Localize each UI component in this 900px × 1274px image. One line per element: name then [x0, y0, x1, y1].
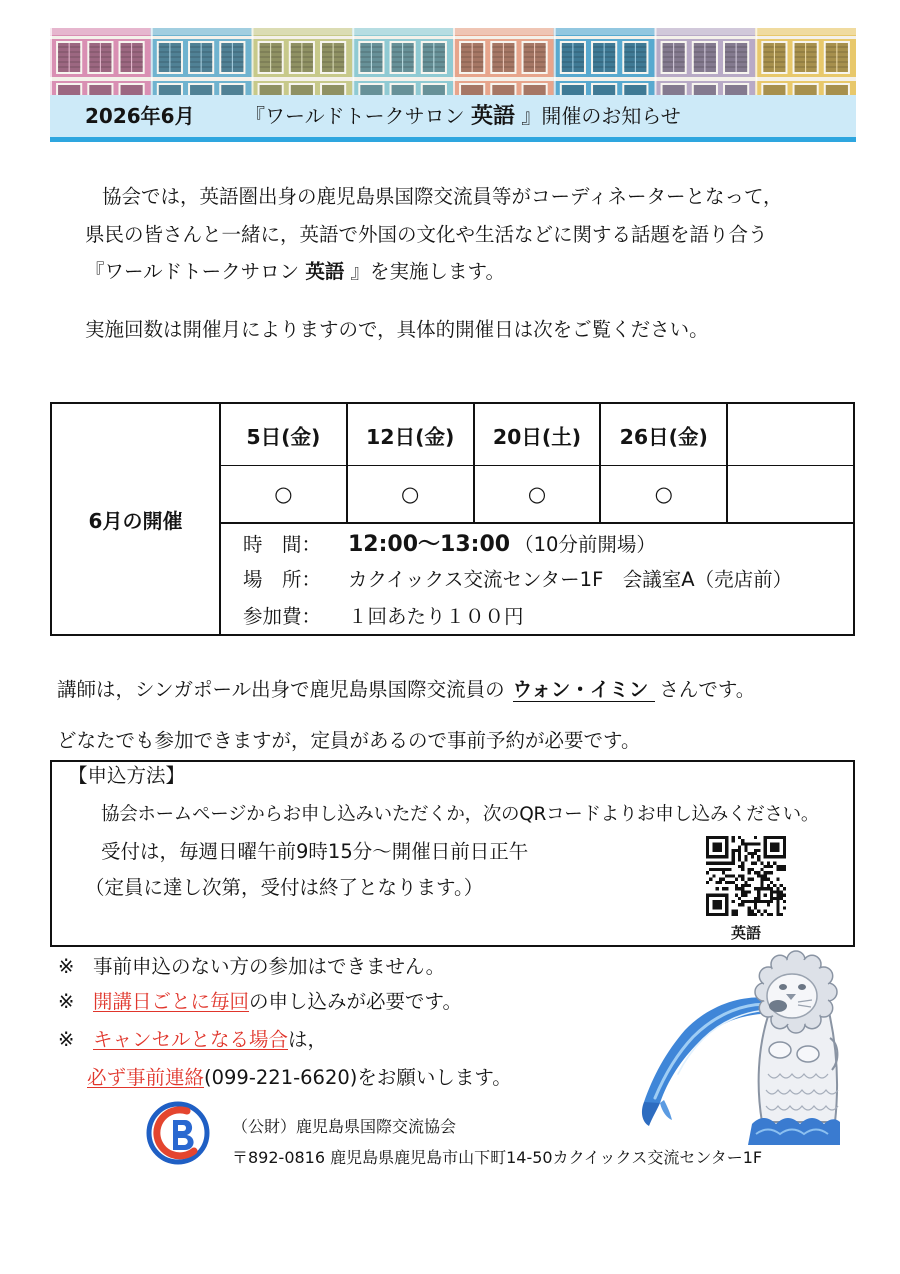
banner-facade [352, 28, 453, 95]
banner-facade [151, 28, 252, 95]
intro-line-3-prefix: 『ワールドトークサロン [85, 260, 306, 283]
window-shutter [322, 85, 344, 95]
window-shutter [58, 85, 80, 95]
date-row [221, 404, 853, 466]
facade-cornice [352, 28, 453, 35]
banner-facade [655, 28, 756, 95]
schedule-table [50, 402, 855, 636]
facade-ledge [655, 77, 756, 81]
banner-facade [554, 28, 655, 95]
banner-facade [755, 28, 856, 95]
facade-pilaster [755, 28, 757, 95]
note-mark: ※ [58, 1028, 75, 1051]
mark-cell [475, 466, 602, 522]
time-label: 時 間： [243, 533, 322, 556]
note-2-emphasis: 開講日ごとに毎回 [93, 990, 250, 1013]
facade-ledge [151, 36, 252, 39]
fee-value: １回あたり１００円 [348, 605, 524, 628]
facade-ledge [50, 77, 151, 81]
header-date: 2026年6月 [85, 104, 195, 128]
window-shutter [593, 85, 615, 95]
window-shutter [795, 85, 817, 95]
date-cell [475, 404, 602, 465]
time-note: （10分前開場） [514, 533, 656, 556]
intro-line-3-language: 英語 [305, 260, 345, 283]
facade-ledge [50, 36, 151, 39]
window-shutter [121, 85, 143, 95]
window-shutter [260, 85, 282, 95]
date-label: 12日(金) [366, 424, 455, 449]
application-line-1: 協会ホームページからお申し込みいただくか，次のQRコードよりお申し込みください。 [101, 804, 820, 825]
window-shutter [221, 85, 243, 95]
month-label: 6月の開催 [88, 508, 183, 533]
note-mark: ※ [58, 990, 75, 1013]
facade-cornice [252, 28, 353, 35]
facade-cornice [554, 28, 655, 35]
window-shutter [562, 85, 584, 95]
mark-cell [221, 466, 348, 522]
facade-pilaster [151, 28, 153, 95]
held-mark: ○ [401, 482, 420, 506]
window-shutter [461, 85, 483, 95]
left-eye [779, 984, 787, 990]
window-shutter [190, 85, 212, 95]
event-info [221, 524, 853, 634]
facade-ledge [554, 77, 655, 81]
schedule-note: 実施回数は開催月によりますので，具体的開催日は次をご覧ください。 [85, 318, 709, 341]
instructor-prefix: 講師は，シンガポール出身で鹿児島県国際交流員の [57, 678, 505, 701]
header-title-suffix: 』開催のお知らせ [514, 104, 681, 128]
window-shutter [763, 85, 785, 95]
facade-cornice [655, 28, 756, 35]
note-1: 事前申込のない方の参加はできません。 [93, 955, 446, 978]
window-shutter [392, 85, 414, 95]
application-line-2: 受付は，毎週日曜午前9時15分～開催日前日正午 [101, 840, 529, 863]
facade-pilaster [252, 28, 254, 95]
mouth [769, 1000, 787, 1012]
mark-cell [348, 466, 475, 522]
facade-pilaster [50, 28, 52, 95]
window-shutter [694, 85, 716, 95]
banner-facade [252, 28, 353, 95]
facade-ledge [655, 36, 756, 39]
note-3 [93, 1027, 327, 1053]
note-2-text: の申し込みが必要です。 [249, 990, 462, 1013]
place-value: カクイックス交流センター1F 会議室A（売店前） [348, 568, 793, 591]
header-title-prefix: 『ワールドトークサロン [245, 104, 471, 128]
facade-pilaster [352, 28, 354, 95]
date-cell-empty [728, 404, 853, 465]
intro-line-1: 協会では，英語圏出身の鹿児島県国際交流員等がコーディネーターとなって， [102, 185, 783, 208]
time-value: 12:00～13:00 [348, 532, 511, 557]
facade-pilaster [453, 28, 455, 95]
note-4-emphasis: 必ず事前連絡 [87, 1066, 205, 1089]
facade-ledge [554, 36, 655, 39]
month-cell [52, 404, 221, 634]
held-mark-row [221, 466, 853, 524]
date-label: 20日(土) [492, 424, 582, 449]
application-line-3: （定員に達し次第，受付は終了となります。） [85, 876, 484, 899]
note-4-text: (099-221-6620)をお願いします。 [204, 1066, 512, 1089]
header-title [245, 103, 681, 130]
window-shutter [524, 85, 546, 95]
footer-organization: （公財）鹿児島県国際交流協会 [232, 1117, 457, 1136]
mark-cell-empty [728, 466, 853, 522]
title-bar [50, 95, 856, 142]
banner-facade [453, 28, 554, 95]
facade-ledge [151, 77, 252, 81]
window-shutter [423, 85, 445, 95]
banner-facade [50, 28, 151, 95]
shophouse-banner [50, 28, 856, 95]
merlion-illustration [640, 950, 840, 1145]
reservation-note: どなたでも参加できますが，定員があるので事前予約が必要です。 [57, 729, 641, 752]
intro-line-3 [85, 259, 505, 285]
place-line [243, 566, 792, 594]
note-2 [93, 989, 462, 1015]
intro-line-3-suffix: 』を実施します。 [344, 260, 505, 283]
facade-cornice [453, 28, 554, 35]
held-mark: ○ [274, 482, 293, 506]
held-mark: ○ [654, 482, 673, 506]
association-logo [145, 1100, 211, 1166]
note-4 [87, 1065, 512, 1091]
right-eye [798, 984, 806, 990]
window-shutter [663, 85, 685, 95]
qr-code [706, 836, 786, 916]
facade-ledge [755, 77, 856, 81]
facade-ledge [252, 36, 353, 39]
instructor-suffix: さんです。 [659, 678, 756, 701]
facade-pilaster [554, 28, 556, 95]
time-line [243, 531, 656, 559]
note-3-emphasis: キャンセルとなる場合 [93, 1028, 289, 1051]
facade-ledge [755, 36, 856, 39]
held-mark: ○ [527, 482, 547, 506]
water-splash [642, 1102, 660, 1126]
window-shutter [291, 85, 313, 95]
date-label: 5日(金) [246, 424, 321, 449]
schedule-details [221, 404, 853, 634]
date-cell [221, 404, 348, 465]
header-title-language: 英語 [470, 104, 515, 129]
instructor-name: ウォン・イミン [513, 679, 656, 702]
water-splash [660, 1100, 672, 1120]
facade-ledge [453, 36, 554, 39]
window-shutter [360, 85, 382, 95]
facade-cornice [50, 28, 151, 35]
window-shutter [159, 85, 181, 95]
facade-cornice [151, 28, 252, 35]
note-mark: ※ [58, 955, 75, 978]
window-shutter [826, 85, 848, 95]
facade-ledge [352, 36, 453, 39]
instructor-line [57, 677, 755, 703]
window-shutter [89, 85, 111, 95]
application-box [50, 760, 855, 947]
application-heading: 【申込方法】 [68, 764, 186, 787]
facade-cornice [755, 28, 856, 35]
mark-cell [601, 466, 728, 522]
date-label: 26日(金) [619, 424, 708, 449]
note-3-text: は， [288, 1028, 328, 1051]
window-shutter [492, 85, 514, 95]
qr-label: 英語 [730, 924, 761, 942]
facade-ledge [453, 77, 554, 81]
footer-address: 〒892-0816 鹿児島県鹿児島市山下町14-50カクイックス交流センター1F [232, 1148, 763, 1167]
left-paw [769, 1042, 791, 1058]
fee-label: 参加費： [243, 605, 322, 628]
intro-line-2: 県民の皆さんと一緒に，英語で外国の文化や生活などに関する話題を語り合う [85, 223, 768, 246]
window-shutter [725, 85, 747, 95]
place-label: 場 所： [243, 568, 322, 591]
facade-pilaster [655, 28, 657, 95]
date-cell [348, 404, 475, 465]
fee-line [243, 603, 524, 631]
facade-ledge [352, 77, 453, 81]
date-cell [601, 404, 728, 465]
right-paw [797, 1046, 819, 1062]
facade-ledge [252, 77, 353, 81]
window-shutter [624, 85, 646, 95]
